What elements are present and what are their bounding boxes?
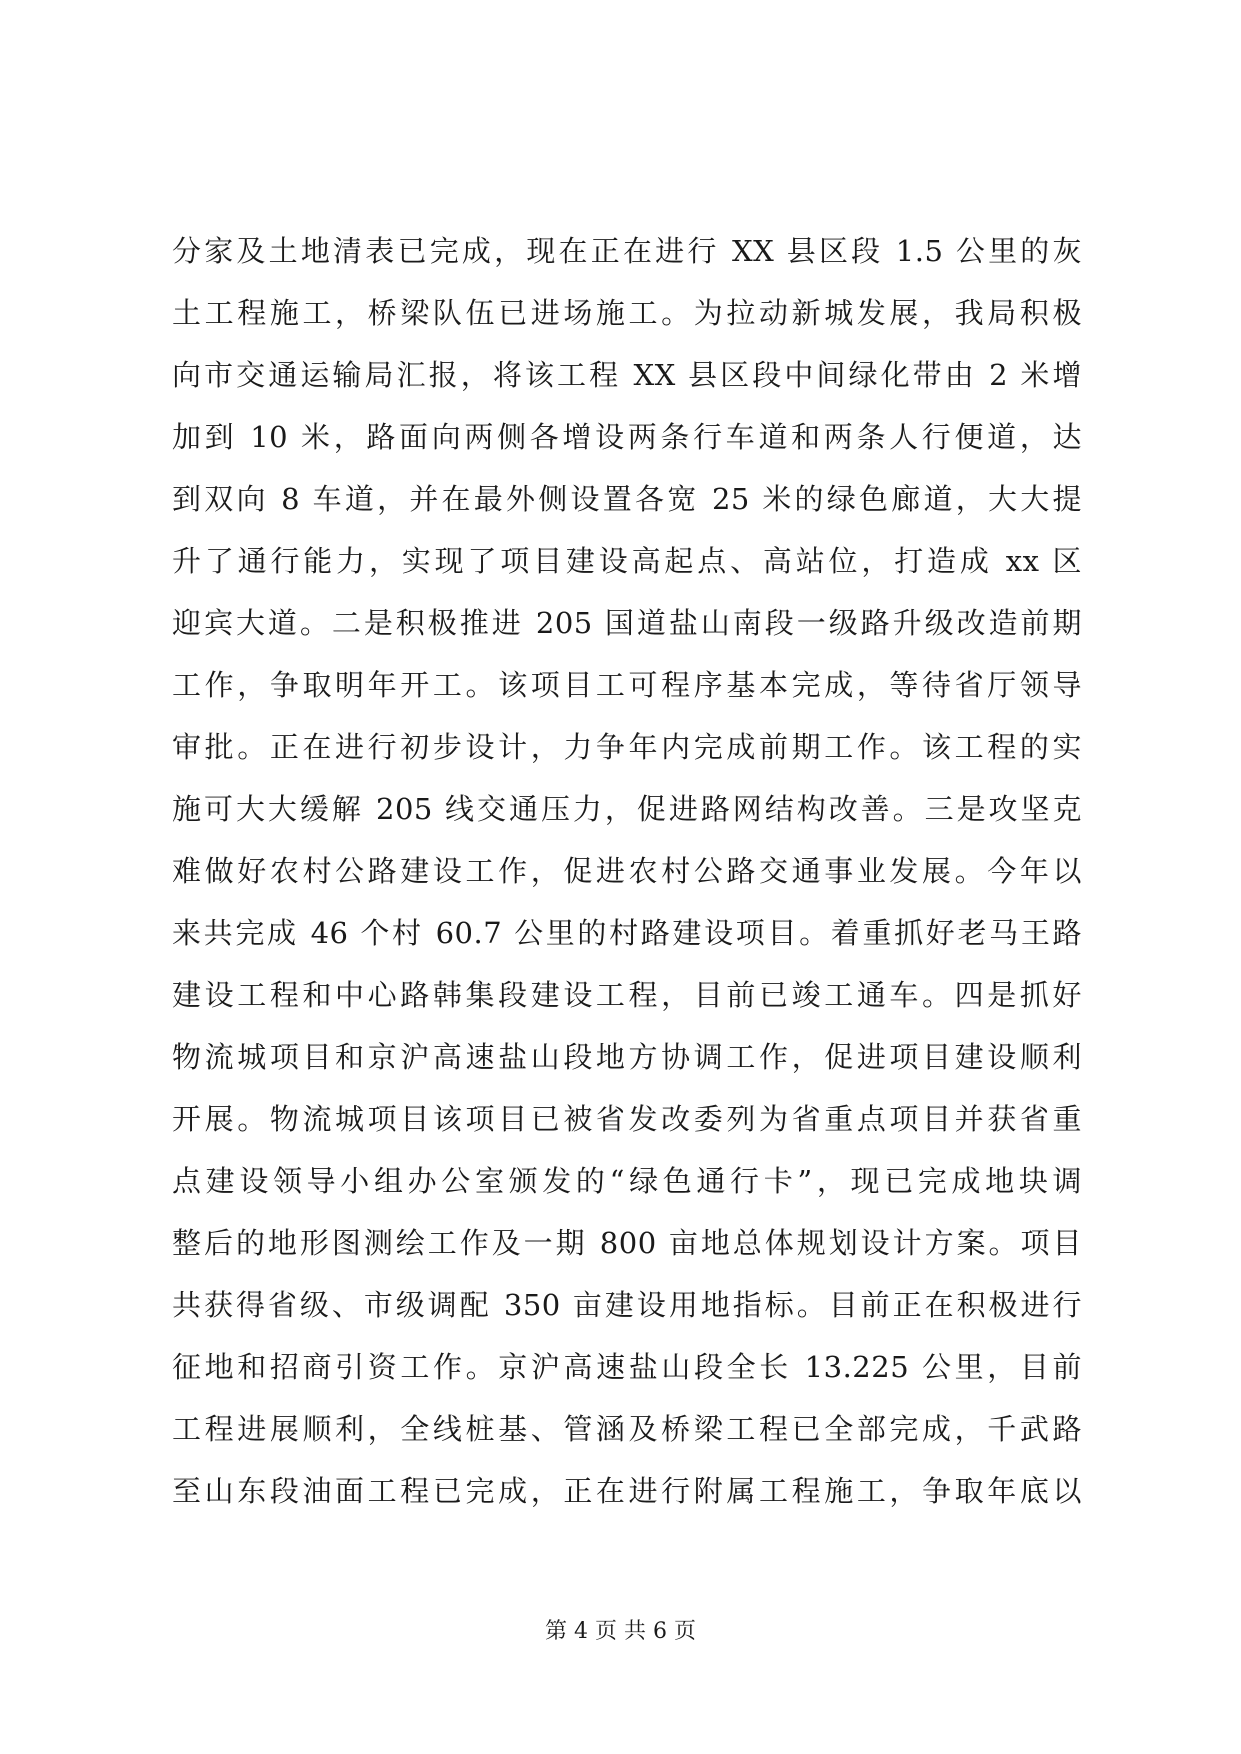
text-line-20: 工程进展顺利，全线桩基、管涵及桥梁工程已全部完成，千武路 [172, 1412, 1082, 1446]
page-footer [0, 1617, 1241, 1647]
text-line-15: 开展。物流城项目该项目已被省发改委列为省重点项目并获省重 [172, 1102, 1082, 1136]
text-line-10: 施可大大缓解 205 线交通压力，促进路网结构改善。三是攻坚克 [172, 792, 1082, 826]
text-line-9: 审批。正在进行初步设计，力争年内完成前期工作。该工程的实 [172, 730, 1082, 764]
text-line-6: 升了通行能力，实现了项目建设高起点、高站位，打造成 xx 区 [172, 544, 1082, 578]
text-line-8: 工作，争取明年开工。该项目工可程序基本完成，等待省厅领导 [172, 668, 1082, 702]
text-line-19: 征地和招商引资工作。京沪高速盐山段全长 13.225 公里，目前 [172, 1350, 1082, 1384]
text-line-4: 加到 10 米，路面向两侧各增设两条行车道和两条人行便道，达 [172, 420, 1082, 454]
text-line-14: 物流城项目和京沪高速盐山段地方协调工作，促进项目建设顺利 [172, 1040, 1082, 1074]
text-line-12: 来共完成 46 个村 60.7 公里的村路建设项目。着重抓好老马王路 [172, 916, 1082, 950]
text-line-21: 至山东段油面工程已完成，正在进行附属工程施工，争取年底以 [172, 1474, 1082, 1508]
body-text [172, 220, 1082, 1522]
text-line-7: 迎宾大道。二是积极推进 205 国道盐山南段一级路升级改造前期 [172, 606, 1082, 640]
text-line-16: 点建设领导小组办公室颁发的“绿色通行卡”，现已完成地块调 [172, 1164, 1082, 1198]
text-line-11: 难做好农村公路建设工作，促进农村公路交通事业发展。今年以 [172, 854, 1082, 888]
text-line-18: 共获得省级、市级调配 350 亩建设用地指标。目前正在积极进行 [172, 1288, 1082, 1322]
text-line-2: 土工程施工，桥梁队伍已进场施工。为拉动新城发展，我局积极 [172, 296, 1082, 330]
text-line-13: 建设工程和中心路韩集段建设工程，目前已竣工通车。四是抓好 [172, 978, 1082, 1012]
text-line-5: 到双向 8 车道，并在最外侧设置各宽 25 米的绿色廊道，大大提 [172, 482, 1082, 516]
text-line-17: 整后的地形图测绘工作及一期 800 亩地总体规划设计方案。项目 [172, 1226, 1082, 1260]
text-line-1: 分家及土地清表已完成，现在正在进行 XX 县区段 1.5 公里的灰 [172, 234, 1082, 268]
page-number-label: 第 4 页 共 6 页 [545, 1619, 696, 1644]
text-line-3: 向市交通运输局汇报，将该工程 XX 县区段中间绿化带由 2 米增 [172, 358, 1082, 392]
